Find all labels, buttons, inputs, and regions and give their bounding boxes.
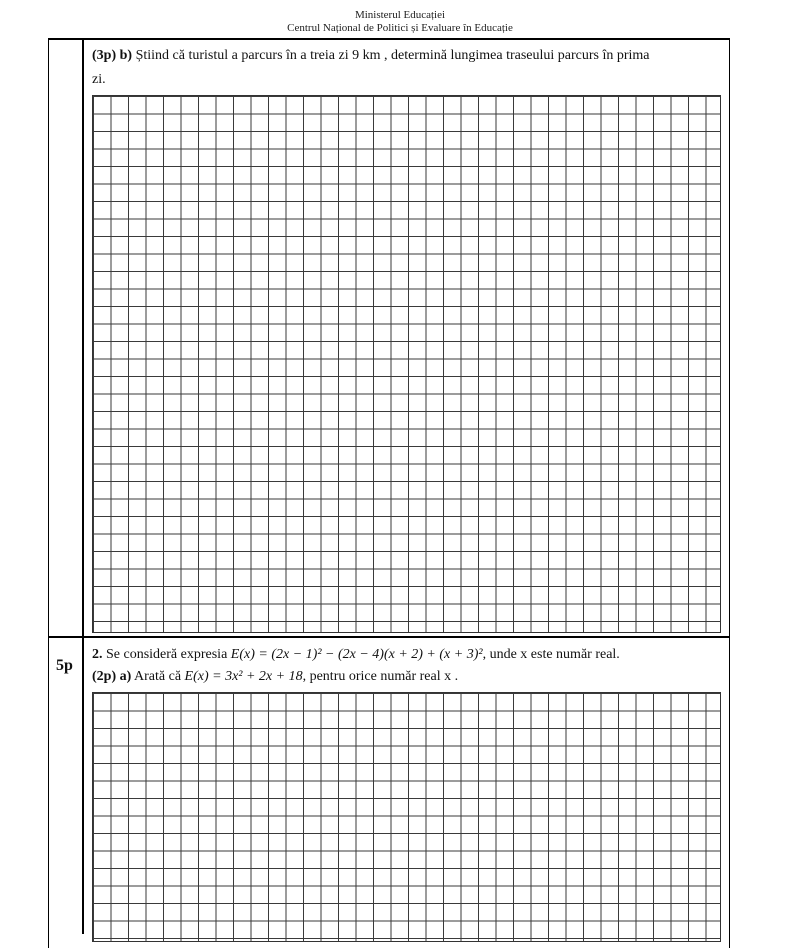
problem2-expression: E(x) = (2x − 1)² − (2x − 4)(x + 2) + (x + 3)² — [230, 647, 483, 662]
item-a-tail: , pentru orice număr real x . — [302, 669, 459, 684]
problem2-number: 2. — [92, 647, 103, 662]
points-column-divider — [82, 38, 84, 934]
points-label: 5p — [56, 657, 73, 674]
problem-row-divider — [48, 636, 730, 638]
problem2-intro: Se consideră expresia — [102, 647, 231, 662]
problem2-statement — [92, 646, 620, 664]
answer-grid-item-a[interactable] — [92, 692, 721, 942]
item-b-prefix: (3p) b) — [92, 48, 133, 63]
center-name: Centrul Național de Politici și Evaluare în Educație — [287, 22, 513, 34]
item-a-statement — [92, 668, 458, 686]
item-a-text: Arată că — [131, 669, 185, 684]
problem2-tail: , unde x este număr real. — [482, 647, 620, 662]
item-a-prefix: (2p) a) — [92, 669, 132, 684]
answer-grid-item-b[interactable] — [92, 95, 721, 633]
item-b-text: Știind că turistul a parcurs în a treia zi 9 km , determină lungimea traseului parcurs în prima — [132, 48, 650, 63]
item-b-statement-line1 — [92, 47, 650, 65]
page-header — [0, 9, 800, 35]
item-b-text-continued: zi. — [92, 72, 106, 87]
ministry-name: Ministerul Educației — [354, 9, 446, 21]
item-a-expression: E(x) = 3x² + 2x + 18 — [184, 669, 303, 684]
item-b-statement-line2 — [92, 71, 106, 89]
